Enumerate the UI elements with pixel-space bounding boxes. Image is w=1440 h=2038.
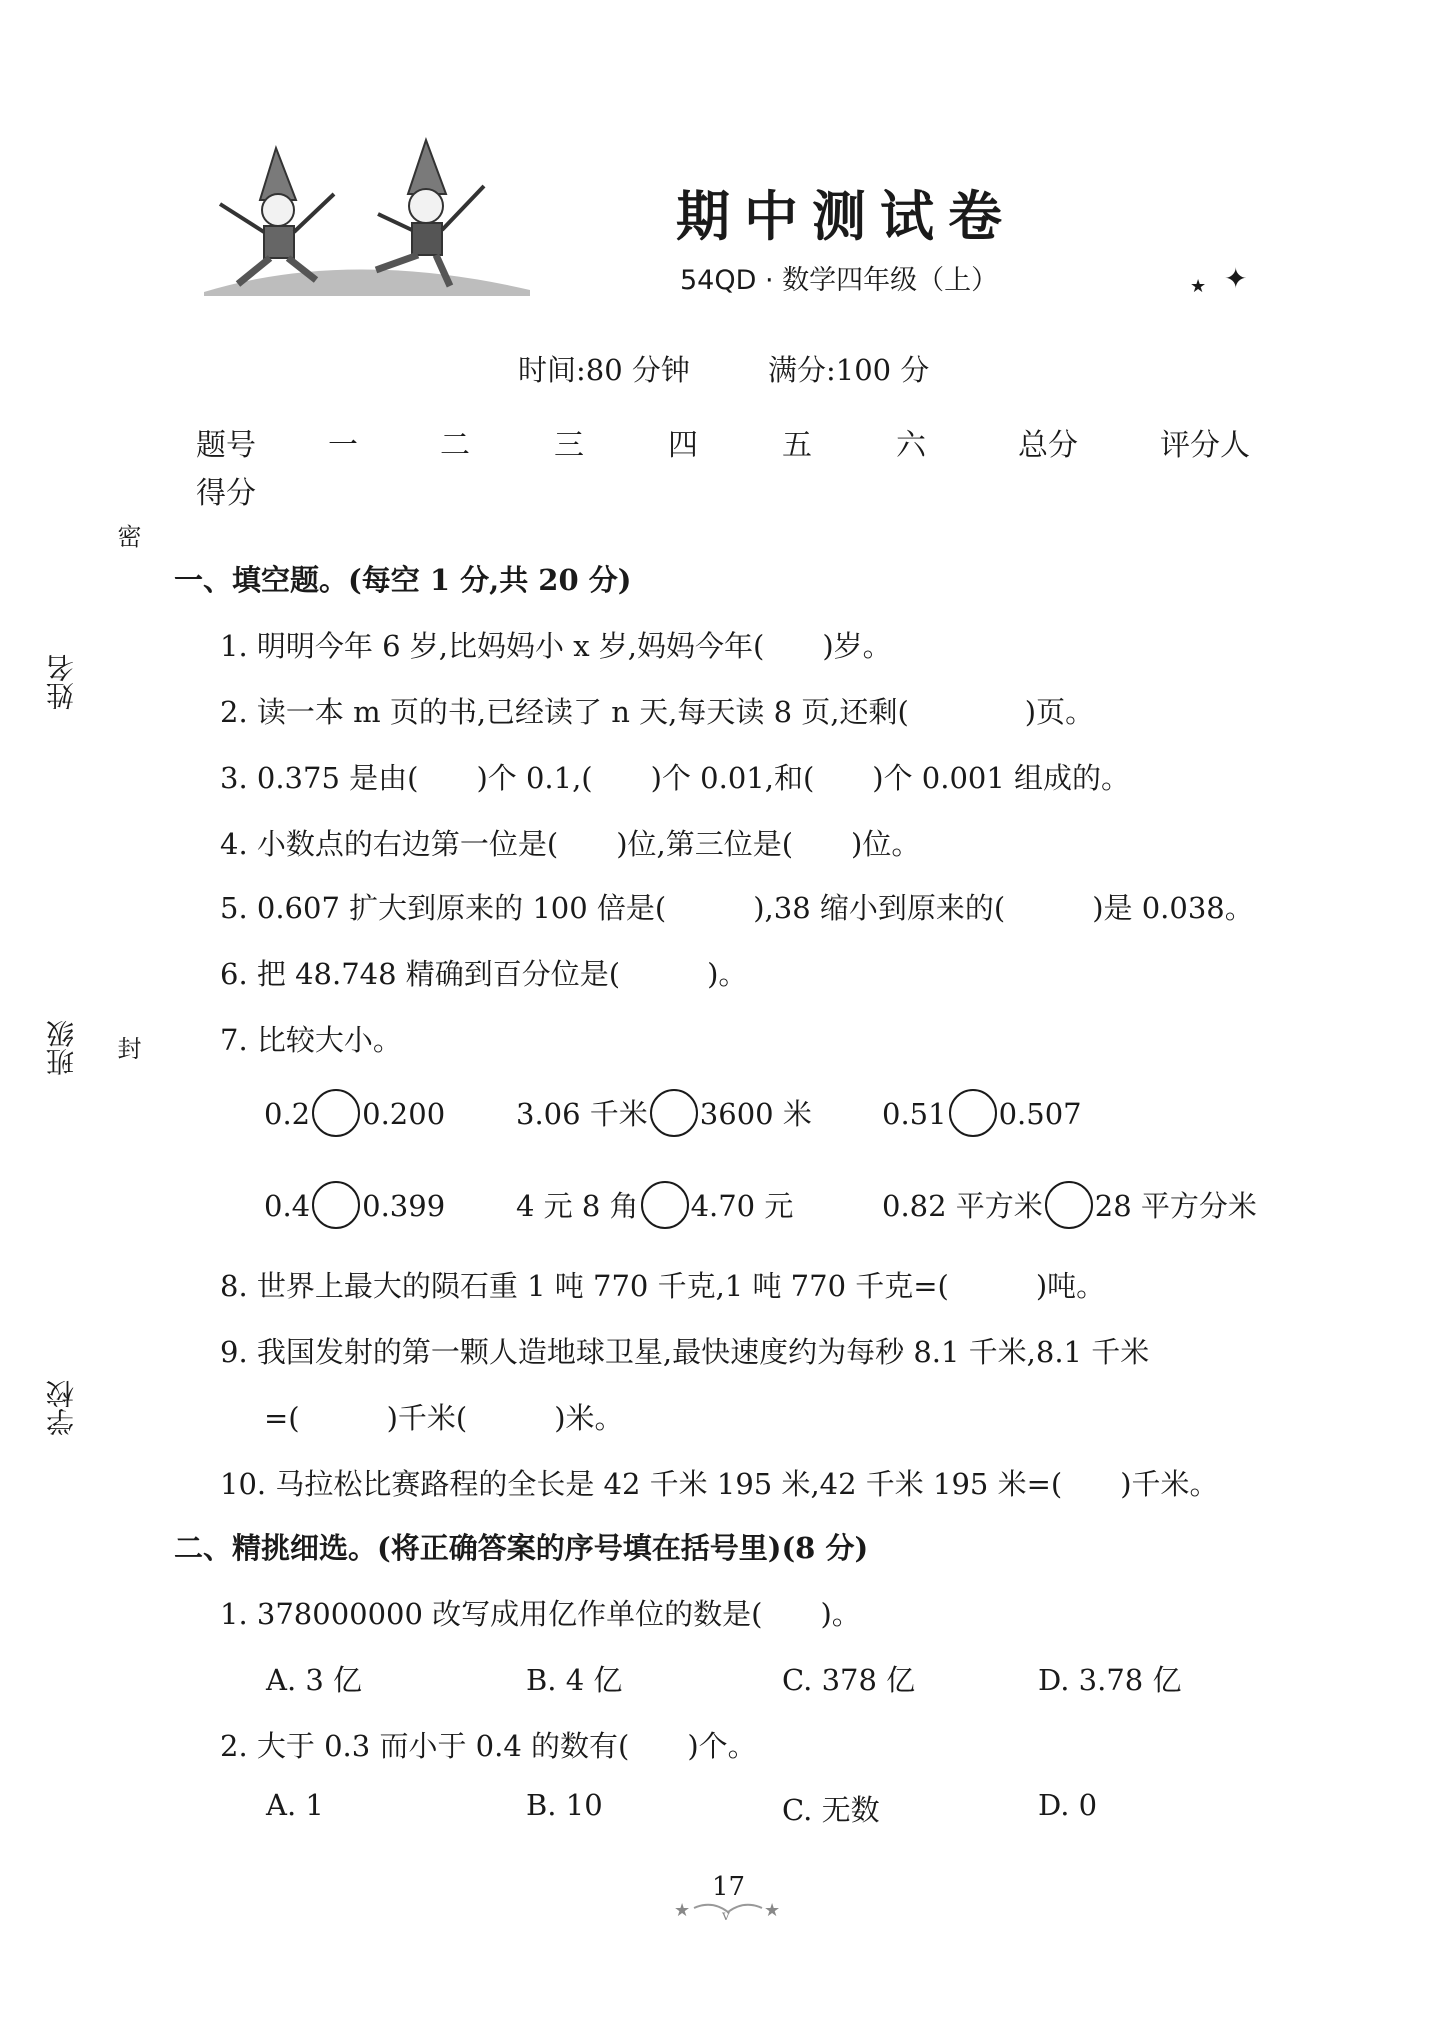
score-table-header-total: 总分 bbox=[1018, 428, 1078, 463]
compare-right: 0.200 bbox=[362, 1097, 446, 1131]
question-1-2: 2. 读一本 m 页的书,已经读了 n 天,每天读 8 页,还剩( )页。 bbox=[220, 695, 1095, 729]
header-illustration bbox=[198, 128, 538, 298]
side-label-school: 学校 bbox=[45, 1380, 78, 1436]
option-b[interactable]: B. 10 bbox=[526, 1788, 603, 1822]
compare-item bbox=[516, 1092, 812, 1140]
compare-circle[interactable] bbox=[949, 1089, 997, 1137]
compare-circle[interactable] bbox=[650, 1089, 698, 1137]
score-table-header-2: 二 bbox=[440, 428, 470, 463]
svg-text:★: ★ bbox=[764, 1900, 781, 1921]
binding-mark-mi: 密 bbox=[113, 524, 141, 548]
compare-left: 3.06 千米 bbox=[516, 1097, 648, 1131]
score-table-header-4: 四 bbox=[668, 428, 698, 463]
score-table-header-6: 六 bbox=[896, 428, 926, 463]
option-a[interactable]: A. 1 bbox=[266, 1788, 324, 1822]
question-1-9-cont: =( )千米( )米。 bbox=[264, 1401, 624, 1435]
score-table-header-5: 五 bbox=[782, 428, 812, 463]
score-table-header-grader: 评分人 bbox=[1160, 428, 1250, 463]
compare-item bbox=[264, 1092, 445, 1140]
option-d[interactable]: D. 3.78 亿 bbox=[1038, 1663, 1182, 1697]
compare-left: 4 元 8 角 bbox=[516, 1189, 639, 1223]
exam-time: 时间:80 分钟 bbox=[518, 353, 690, 387]
page-title: 期中测试卷 bbox=[676, 185, 1016, 248]
question-1-1: 1. 明明今年 6 岁,比妈妈小 x 岁,妈妈今年( )岁。 bbox=[220, 629, 892, 663]
compare-item bbox=[882, 1092, 1082, 1140]
score-table-header-1: 一 bbox=[328, 428, 358, 463]
question-1-10: 10. 马拉松比赛路程的全长是 42 千米 195 米,42 千米 195 米=( )千米。 bbox=[220, 1467, 1219, 1501]
question-1-4: 4. 小数点的右边第一位是( )位,第三位是( )位。 bbox=[220, 827, 921, 861]
question-1-8: 8. 世界上最大的陨石重 1 吨 770 千克,1 吨 770 千克=( )吨。 bbox=[220, 1269, 1106, 1303]
compare-right: 0.399 bbox=[362, 1189, 446, 1223]
compare-left: 0.2 bbox=[264, 1097, 311, 1131]
page-number: 17 bbox=[712, 1872, 746, 1902]
question-2-1: 1. 378000000 改写成用亿作单位的数是( )。 bbox=[220, 1597, 861, 1631]
option-d[interactable]: D. 0 bbox=[1038, 1788, 1098, 1822]
compare-right: 3600 米 bbox=[699, 1097, 812, 1131]
star-icon: ★ bbox=[1190, 276, 1207, 297]
compare-right: 4.70 元 bbox=[690, 1189, 794, 1223]
option-b[interactable]: B. 4 亿 bbox=[526, 1663, 623, 1697]
compare-right: 28 平方分米 bbox=[1094, 1189, 1257, 1223]
option-a[interactable]: A. 3 亿 bbox=[266, 1663, 363, 1697]
compare-left: 0.4 bbox=[264, 1189, 311, 1223]
score-table-header-tihao: 题号 bbox=[196, 428, 256, 463]
compare-circle[interactable] bbox=[641, 1181, 689, 1229]
question-1-5: 5. 0.607 扩大到原来的 100 倍是( ),38 缩小到原来的( )是 0.038。 bbox=[220, 891, 1254, 925]
score-table-header-3: 三 bbox=[554, 428, 584, 463]
compare-item bbox=[264, 1184, 445, 1232]
question-1-7: 7. 比较大小。 bbox=[220, 1023, 402, 1057]
section-2-title: 二、精挑细选。(将正确答案的序号填在括号里)(8 分) bbox=[174, 1531, 869, 1565]
exam-full-score: 满分:100 分 bbox=[768, 353, 930, 387]
score-table-row-label: 得分 bbox=[196, 476, 256, 511]
section-1-title: 一、填空题。(每空 1 分,共 20 分) bbox=[174, 563, 632, 597]
page-subtitle: 54QD · 数学四年级（上） bbox=[680, 265, 999, 296]
svg-text:v: v bbox=[722, 1908, 730, 1922]
side-label-class: 班级 bbox=[45, 1020, 78, 1076]
question-1-9: 9. 我国发射的第一颗人造地球卫星,最快速度约为每秒 8.1 千米,8.1 千米 bbox=[220, 1335, 1150, 1369]
compare-left: 0.51 bbox=[882, 1097, 947, 1131]
star-icon: ✦ bbox=[1224, 262, 1248, 295]
compare-left: 0.82 平方米 bbox=[882, 1189, 1043, 1223]
svg-text:★: ★ bbox=[674, 1900, 691, 1921]
binding-mark-feng: 封 bbox=[113, 1036, 141, 1060]
option-c[interactable]: C. 378 亿 bbox=[782, 1663, 916, 1697]
side-label-name: 姓名 bbox=[45, 654, 78, 710]
compare-circle[interactable] bbox=[312, 1089, 360, 1137]
question-1-3: 3. 0.375 是由( )个 0.1,( )个 0.01,和( )个 0.001 组成的。 bbox=[220, 761, 1131, 795]
question-2-2: 2. 大于 0.3 而小于 0.4 的数有( )个。 bbox=[220, 1729, 757, 1763]
option-c[interactable]: C. 无数 bbox=[782, 1793, 880, 1827]
compare-circle[interactable] bbox=[1045, 1181, 1093, 1229]
compare-item bbox=[882, 1184, 1257, 1232]
question-1-6: 6. 把 48.748 精确到百分位是( )。 bbox=[220, 957, 748, 991]
compare-item bbox=[516, 1184, 793, 1232]
compare-circle[interactable] bbox=[312, 1181, 360, 1229]
compare-right: 0.507 bbox=[998, 1097, 1082, 1131]
footer-ornament bbox=[672, 1896, 784, 1922]
